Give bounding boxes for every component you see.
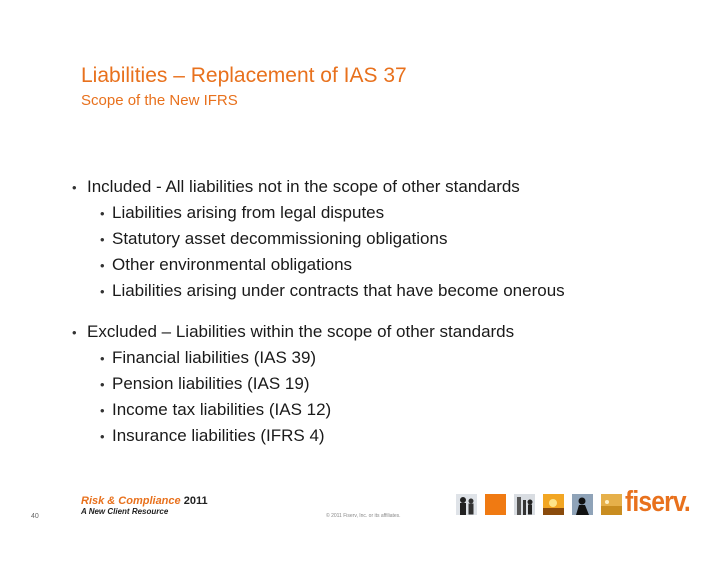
sub-bullet-text: Pension liabilities (IAS 19) [112, 374, 310, 393]
business-photo-icon [514, 494, 535, 515]
sub-bullet-text: Other environmental obligations [112, 255, 353, 274]
bullet-icon: • [100, 258, 105, 273]
bullet-icon: • [100, 351, 105, 366]
sub-bullet-text: Insurance liabilities (IFRS 4) [112, 426, 325, 445]
event-tagline: A New Client Resource [81, 507, 169, 516]
bullet-icon: • [100, 403, 105, 418]
bullet-icon: • [72, 325, 77, 340]
slide-subtitle: Scope of the New IFRS [81, 92, 238, 109]
sub-bullet-item [72, 200, 692, 226]
sub-bullet-item [72, 371, 692, 397]
bullet-icon: • [100, 206, 105, 221]
bullet-text: Included - All liabilities not in the scope of other standards [87, 177, 520, 196]
bullet-item [72, 175, 692, 200]
copyright-text: © 2011 Fiserv, Inc. or its affiliates. [326, 513, 401, 519]
bullet-icon: • [100, 232, 105, 247]
sub-bullet-item [72, 345, 692, 371]
event-year: 2011 [183, 495, 208, 507]
sub-bullet-text: Statutory asset decommissioning obligations [112, 229, 448, 248]
sub-bullet-item [72, 397, 692, 423]
bullet-group-included [72, 175, 692, 304]
bullet-item [72, 320, 692, 345]
orange-tile-icon [485, 494, 506, 515]
people-photo-icon [456, 494, 477, 515]
slide-title: Liabilities – Replacement of IAS 37 [81, 64, 407, 87]
sub-bullet-item [72, 252, 692, 278]
sub-bullet-text: Financial liabilities (IAS 39) [112, 348, 317, 367]
sub-bullet-item [72, 226, 692, 252]
bullet-group-excluded [72, 320, 692, 449]
grain-photo-icon [601, 494, 622, 515]
bullet-icon: • [100, 284, 105, 299]
sunset-photo-icon [543, 494, 564, 515]
bullet-icon: • [100, 429, 105, 444]
sub-bullet-text: Income tax liabilities (IAS 12) [112, 400, 332, 419]
page-number: 40 [31, 513, 39, 520]
silhouette-photo-icon [572, 494, 593, 515]
event-name: Risk & Compliance [81, 495, 181, 507]
bullet-icon: • [72, 180, 77, 195]
sub-bullet-text: Liabilities arising under contracts that have become onerous [112, 281, 565, 300]
sub-bullet-item [72, 423, 692, 449]
fiserv-logo: fiserv. [625, 486, 690, 518]
bullet-icon: • [100, 377, 105, 392]
sub-bullet-item [72, 278, 692, 304]
bullet-list [72, 175, 692, 465]
bullet-text: Excluded – Liabilities within the scope of other standards [87, 322, 515, 341]
event-logo [81, 495, 208, 519]
footer-photo-strip [456, 494, 622, 515]
sub-bullet-text: Liabilities arising from legal disputes [112, 203, 385, 222]
